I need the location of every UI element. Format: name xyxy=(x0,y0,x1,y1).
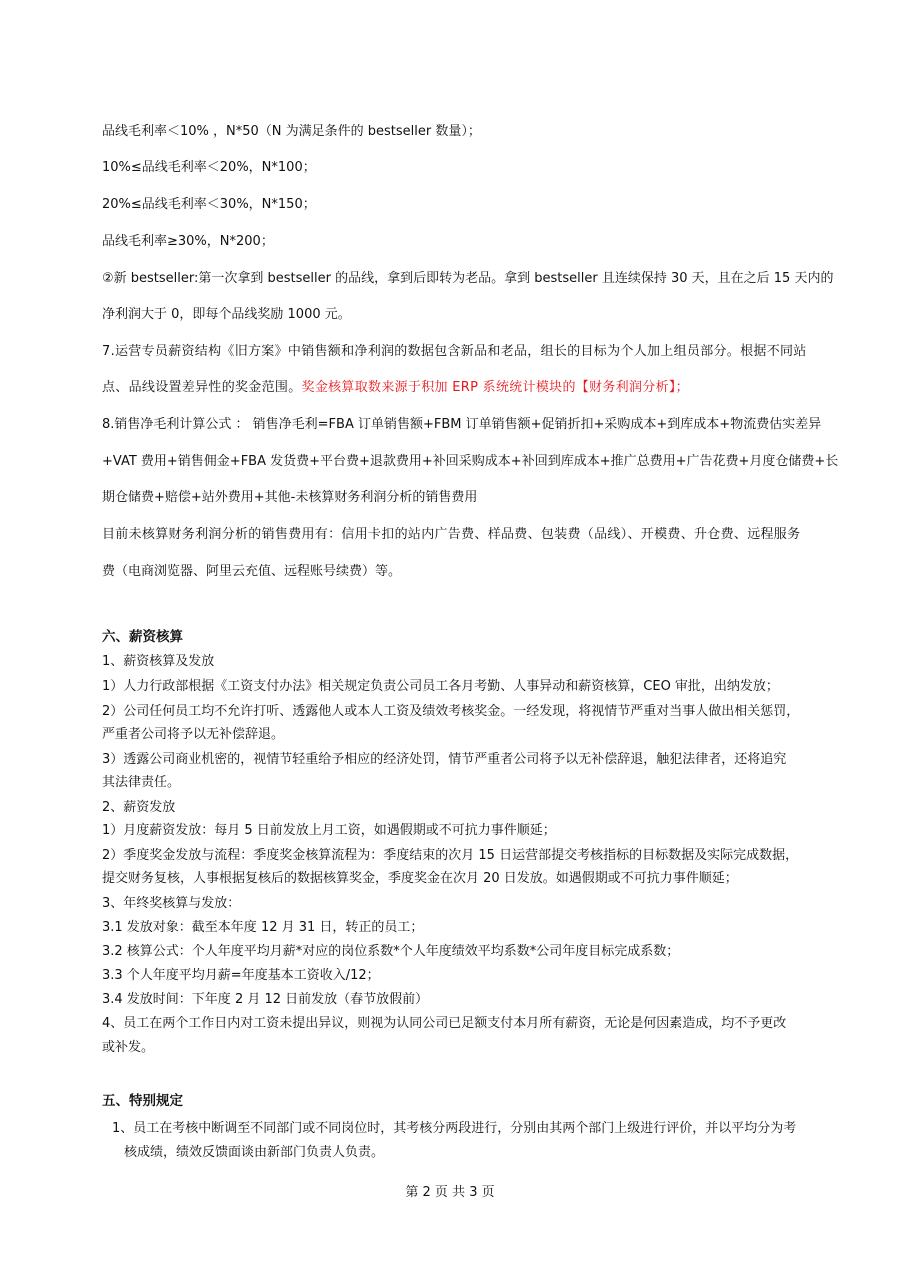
text-line: 3.3 个人年度平均月薪=年度基本工资收入/12； xyxy=(102,968,380,983)
text-line xyxy=(102,376,820,395)
text-segment: 点、品线设置差异性的奖金范围。 xyxy=(102,380,302,395)
text-line: 3.1 发放对象：截至本年度 12 月 31 日，转正的员工； xyxy=(102,920,424,935)
text-line: 提交财务复核，人事根据复核后的数据核算奖金，季度奖金在次月 20 日发放。如遇假期或不可抗力事件顺延； xyxy=(102,871,738,886)
text-line: 20%≤品线毛利率＜30%，N*150； xyxy=(102,197,316,212)
text-line: 4、员工在两个工作日内对工资未提出异议，则视为认同公司已足额支付本月所有薪资，无论是何因素造成，均不予更改 xyxy=(102,1016,787,1031)
text-line: 或补发。 xyxy=(102,1040,155,1055)
text-line: 净利润大于 0，即每个品线奖励 1000 元。 xyxy=(102,307,351,322)
text-line: 核成绩，绩效反馈面谈由新部门负责人负责。 xyxy=(124,1145,385,1160)
text-line: 目前未核算财务利润分析的销售费用有：信用卡扣的站内广告费、样品费、包装费（品线）、开模费、升仓费、远程服务 xyxy=(102,527,801,542)
text-line: 期仓储费+赔偿+站外费用+其他-未核算财务利润分析的销售费用 xyxy=(102,490,478,505)
text-line: 费（电商浏览器、阿里云充值、远程账号续费）等。 xyxy=(102,564,402,579)
text-line: +VAT 费用+销售佣金+FBA 发货费+平台费+退款费用+补回采购成本+补回到库成本+推广总费用+广告花费+月度仓储费+长 xyxy=(102,454,839,469)
text-line: 3）透露公司商业机密的，视情节轻重给予相应的经济处罚，情节严重者公司将予以无补偿辞退，触犯法律者，还将追究 xyxy=(102,752,787,767)
text-line: 8.销售净毛利计算公式 ： 销售净毛利=FBA 订单销售额+FBM 订单销售额+促销折扣+采购成本+到库成本+物流费估实差异 xyxy=(102,417,822,432)
text-line: ②新 bestseller:第一次拿到 bestseller 的品线，拿到后即转为老品。拿到 bestseller 且连续保持 30 天，且在之后 15 天内的 xyxy=(102,271,834,286)
text-line: 3.4 发放时间：下年度 2 月 12 日前发放（春节放假前） xyxy=(102,992,429,1007)
text-line: 其法律责任。 xyxy=(102,775,181,790)
subsection-title: 2、薪资发放 xyxy=(102,800,176,815)
subsection-title: 3、年终奖核算与发放： xyxy=(102,896,241,911)
text-line: 7.运营专员薪资结构《旧方案》中销售额和净利润的数据包含新品和老品，组长的目标为个人加上组员部分。根据不同站 xyxy=(102,344,807,359)
text-line: 10%≤品线毛利率＜20%，N*100； xyxy=(102,160,316,175)
text-line: 品线毛利率≥30%，N*200； xyxy=(102,234,274,249)
text-line: 1、员工在考核中断调至不同部门或不同岗位时，其考核分两段进行，分别由其两个部门上级进行评价，并以平均分为考 xyxy=(112,1121,797,1136)
text-line: 2）季度奖金发放与流程：季度奖金核算流程为：季度结束的次月 15 日运营部提交考核指标的目标数据及实际完成数据， xyxy=(102,848,799,863)
text-line: 严重者公司将予以无补偿辞退。 xyxy=(102,727,285,742)
text-line: 2）公司任何员工均不允许打听、透露他人或本人工资及绩效考核奖金。一经发现，将视情节严重对当事人做出相关惩罚， xyxy=(102,704,800,719)
text-line: 3.2 核算公式：个人年度平均月薪*对应的岗位系数*个人年度绩效平均系数*公司年度目标完成系数； xyxy=(102,944,680,959)
text-line: 1）月度薪资发放：每月 5 日前发放上月工资，如遇假期或不可抗力事件顺延； xyxy=(102,823,556,838)
highlight-text: 奖金核算取数来源于积加 ERP 系统统计模块的【财务利润分析】； xyxy=(301,380,689,395)
subsection-title: 1、薪资核算及发放 xyxy=(102,654,215,669)
section-heading: 六、薪资核算 xyxy=(102,629,183,645)
text-line: 1）人力行政部根据《工资支付办法》相关规定负责公司员工各月考勤、人事异动和薪资核算，CEO 审批，出纳发放； xyxy=(102,679,779,694)
page-number: 第 2 页 共 3 页 xyxy=(405,1185,495,1200)
text-line: 品线毛利率＜10% ，N*50（N 为满足条件的 bestseller 数量）； xyxy=(102,124,481,139)
section-heading: 五、特别规定 xyxy=(102,1093,183,1109)
